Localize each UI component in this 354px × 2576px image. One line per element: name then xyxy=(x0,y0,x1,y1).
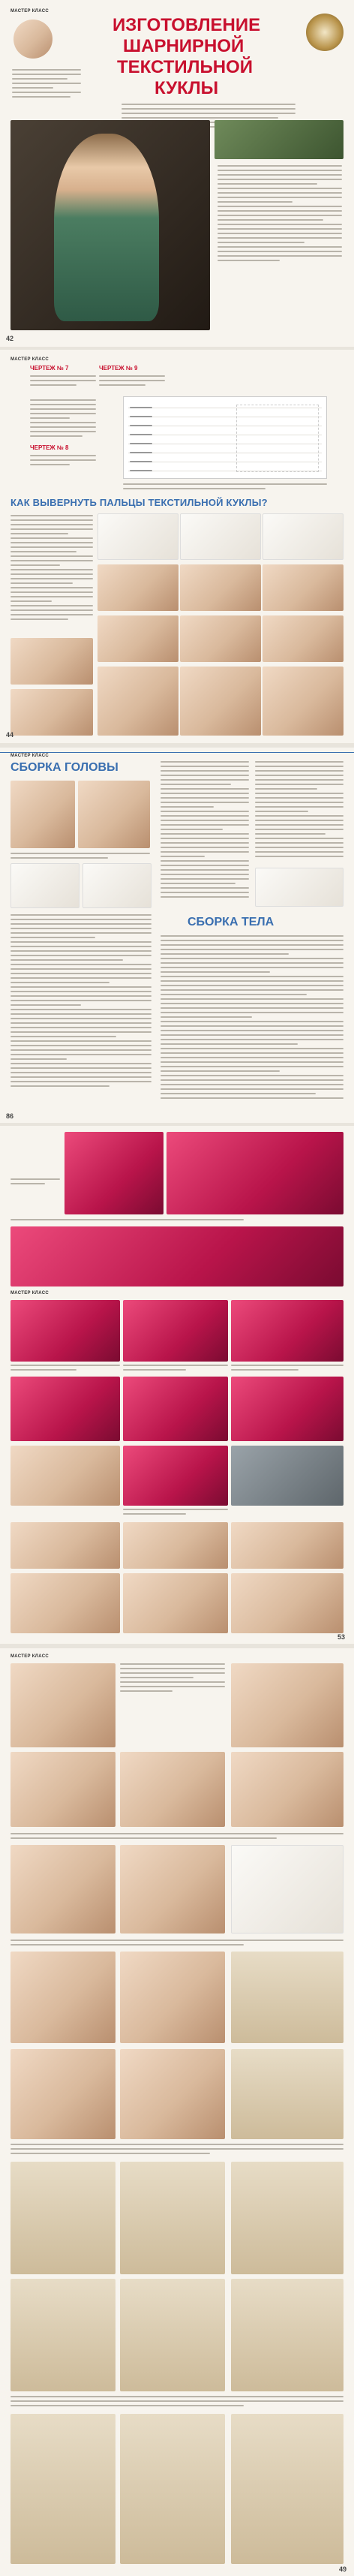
page-number: 86 xyxy=(6,1112,14,1120)
limb-photo-9 xyxy=(10,1952,116,2043)
limb-photo-3 xyxy=(10,1752,116,1827)
chart-legend-area xyxy=(236,405,319,472)
body-photo-7 xyxy=(10,1377,120,1441)
fingers-step-photo-3 xyxy=(262,564,344,611)
howto-title: КАК ВЫВЕРНУТЬ ПАЛЬЦЫ ТЕКСТИЛЬНОЙ КУКЛЫ? xyxy=(10,497,268,508)
title-line-1: ИЗГОТОВЛЕНИЕ xyxy=(112,15,261,35)
limb-photo-10 xyxy=(120,1952,225,2043)
body-photo-13 xyxy=(10,1522,120,1569)
body-photo-4 xyxy=(10,1300,120,1362)
pattern-7-text xyxy=(30,375,96,389)
magazine-page-4 xyxy=(0,1126,354,1644)
fingers-step-photo-5 xyxy=(98,615,178,662)
head-step-photo-2 xyxy=(82,863,152,908)
title-line-4: КУКЛЫ xyxy=(154,78,219,98)
body-photo-10 xyxy=(10,1446,120,1506)
caption-1 xyxy=(10,1178,60,1187)
section-label: МАСТЕР КЛАСС xyxy=(10,1654,50,1659)
section-label: МАСТЕР КЛАСС xyxy=(10,9,50,14)
tools-photo-1 xyxy=(98,513,178,560)
limb-photo-11 xyxy=(231,1952,344,2043)
pattern-7-notes xyxy=(30,399,96,440)
fingers-step-photo-7 xyxy=(262,615,344,662)
fingers-step-photo-6 xyxy=(180,615,261,662)
head-assembly-title: СБОРКА ГОЛОВЫ xyxy=(10,761,118,774)
limb-photo-13 xyxy=(120,2049,225,2139)
chart-caption xyxy=(123,483,327,492)
limb-photo-12 xyxy=(10,2049,116,2139)
section-label: МАСТЕР КЛАСС xyxy=(10,754,50,758)
body-photo-8 xyxy=(123,1377,228,1441)
column-3-text xyxy=(255,761,344,860)
limb-photo-8 xyxy=(231,1845,344,1934)
title-line-2: ШАРНИРНОЙ xyxy=(123,36,244,56)
fingers-step-photo-11 xyxy=(262,667,344,736)
article-body-text xyxy=(218,165,342,264)
page-number: 49 xyxy=(339,2565,347,2573)
step-text-5 xyxy=(10,2396,344,2409)
body-assembly-title: СБОРКА ТЕЛА xyxy=(188,916,274,928)
body-photo-17 xyxy=(123,1573,228,1633)
body-photo-14 xyxy=(123,1522,228,1569)
body-photo-3 xyxy=(10,1226,344,1286)
magazine-page-5 xyxy=(0,1648,354,2576)
pattern-7-heading: ЧЕРТЕЖ № 7 xyxy=(30,365,69,372)
body-assembly-text xyxy=(160,935,344,1102)
fingers-step-photo-2 xyxy=(180,564,261,611)
body-photo-15 xyxy=(231,1522,344,1569)
step-text-3 xyxy=(10,1940,344,1949)
limb-photo-18 xyxy=(10,2279,116,2391)
doll-head-photo-2 xyxy=(78,781,150,848)
author-portrait-image xyxy=(14,20,52,59)
limb-photo-7 xyxy=(120,1845,225,1934)
limb-photo-20 xyxy=(231,2279,344,2391)
caption-4 xyxy=(123,1365,228,1374)
top-rule xyxy=(0,752,354,753)
title-line-3: ТЕКСТИЛЬНОЙ xyxy=(117,57,253,77)
body-photo-18 xyxy=(231,1573,344,1633)
limb-photo-5 xyxy=(231,1752,344,1827)
limb-photo-22 xyxy=(120,2414,225,2564)
body-photo-6 xyxy=(231,1300,344,1362)
doll-figure xyxy=(54,134,159,321)
doll-detail-photo xyxy=(214,120,344,159)
body-photo-2 xyxy=(166,1132,344,1214)
head-caption xyxy=(10,853,150,862)
section-label: МАСТЕР КЛАСС xyxy=(10,1291,50,1296)
doll-pattern-chart xyxy=(123,396,327,479)
limb-photo-15 xyxy=(10,2162,116,2274)
caption-6 xyxy=(123,1509,228,1518)
head-body-text xyxy=(10,914,152,1090)
section-label: МАСТЕР КЛАСС xyxy=(10,357,50,362)
magazine-page-2 xyxy=(0,350,354,743)
head-step-photo-3 xyxy=(255,868,344,907)
caption-2 xyxy=(10,1219,344,1223)
limb-photo-2 xyxy=(231,1663,344,1747)
limb-photo-14 xyxy=(231,2049,344,2139)
limb-photo-6 xyxy=(10,1845,116,1934)
fingers-step-photo-9 xyxy=(98,667,178,736)
head-step-photo-1 xyxy=(10,863,80,908)
badge-seal-image xyxy=(306,14,344,51)
limb-photo-16 xyxy=(120,2162,225,2274)
body-photo-12 xyxy=(231,1446,344,1506)
magazine-page-1 xyxy=(0,0,354,347)
limb-photo-4 xyxy=(120,1752,225,1827)
body-photo-11 xyxy=(123,1446,228,1506)
caption-5 xyxy=(231,1365,344,1374)
doll-photo-dark-background xyxy=(10,120,210,330)
limb-photo-17 xyxy=(231,2162,344,2274)
limb-photo-1 xyxy=(10,1663,116,1747)
step-text-2 xyxy=(10,1833,344,1842)
fingers-step-photo-10 xyxy=(180,667,261,736)
caption-3 xyxy=(10,1365,120,1374)
limb-photo-19 xyxy=(120,2279,225,2391)
page-number-right: 53 xyxy=(338,1633,346,1641)
body-photo-1 xyxy=(64,1132,164,1214)
column-2-text xyxy=(160,761,249,901)
magazine-page-3 xyxy=(0,748,354,1123)
pattern-8-text xyxy=(30,455,96,468)
pattern-8-heading: ЧЕРТЕЖ № 8 xyxy=(30,444,69,451)
step-text-1 xyxy=(120,1663,225,1695)
author-bio-text xyxy=(12,69,81,101)
tools-photo-3 xyxy=(262,513,344,560)
page-number: 44 xyxy=(6,731,14,739)
pattern-9-heading: ЧЕРТЕЖ № 9 xyxy=(99,365,138,372)
body-photo-16 xyxy=(10,1573,120,1633)
fingers-step-photo-4 xyxy=(10,638,93,685)
fingers-step-photo-8 xyxy=(10,689,93,736)
limb-photo-21 xyxy=(10,2414,116,2564)
body-photo-9 xyxy=(231,1377,344,1441)
page-number: 42 xyxy=(6,335,14,342)
body-photo-5 xyxy=(123,1300,228,1362)
step-text-4 xyxy=(10,2144,344,2157)
pattern-9-text xyxy=(99,375,165,389)
doll-head-photo-1 xyxy=(10,781,75,848)
fingers-step-photo-1 xyxy=(98,564,178,611)
howto-text xyxy=(10,515,93,623)
limb-photo-23 xyxy=(231,2414,344,2564)
tools-photo-2 xyxy=(180,513,261,560)
